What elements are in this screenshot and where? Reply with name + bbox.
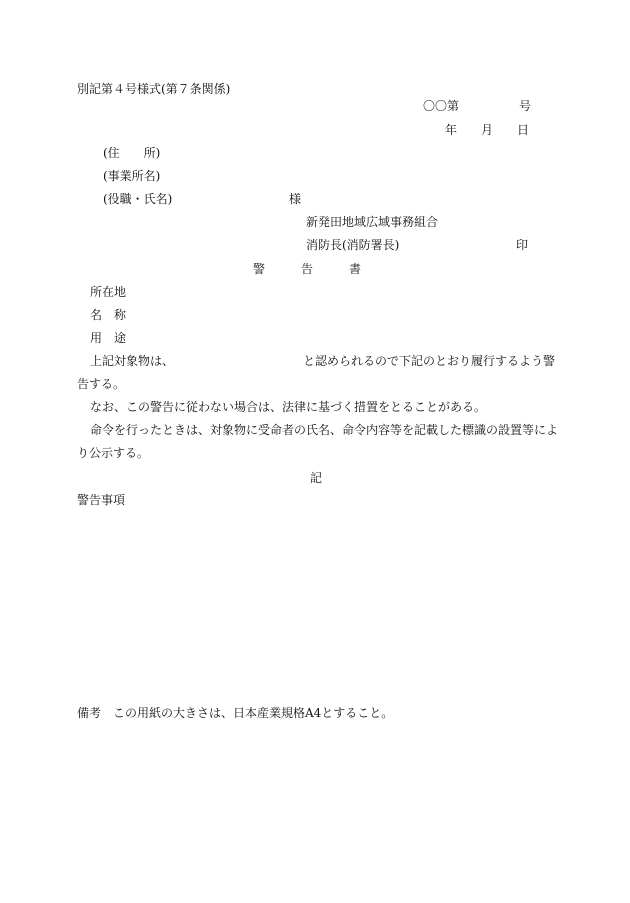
paragraph-3-line-1: 命令を行ったときは、対象物に受命者の氏名、命令内容等を記載した標識の設置等によ: [90, 423, 559, 437]
paragraph-1-middle: と認められるので下記のとおり履行するよう警: [303, 354, 556, 368]
issuer-title: 消防長(消防署長): [306, 238, 400, 252]
paragraph-1-start: 上記対象物は、: [90, 354, 175, 368]
document-title: 警 告 書: [253, 262, 362, 276]
issuer-organization: 新発田地域広域事務組合: [306, 215, 439, 229]
office-name-label: (事業所名): [103, 169, 161, 183]
ki-heading: 記: [310, 471, 323, 485]
issue-date: 年 月 日: [445, 123, 530, 137]
remarks-note: 備考 この用紙の大きさは、日本産業規格A4とすること。: [77, 706, 394, 720]
seal-mark: 印: [516, 238, 529, 252]
paragraph-3-line-2: り公示する。: [77, 446, 150, 460]
field-name: 名 称: [90, 308, 127, 322]
address-label: (住 所): [103, 146, 161, 160]
field-use: 用 途: [90, 331, 127, 345]
form-label: 別記第４号様式(第７条関係): [77, 82, 231, 96]
position-name-label: (役職・氏名): [103, 192, 173, 206]
paragraph-2: なお、この警告に従わない場合は、法律に基づく措置をとることがある。: [90, 400, 487, 414]
honorific: 様: [289, 192, 302, 206]
field-location: 所在地: [90, 285, 127, 299]
warning-items-label: 警告事項: [77, 493, 126, 507]
document-number: 〇〇第 号: [423, 99, 532, 113]
paragraph-1-continuation: 告する。: [77, 377, 126, 391]
